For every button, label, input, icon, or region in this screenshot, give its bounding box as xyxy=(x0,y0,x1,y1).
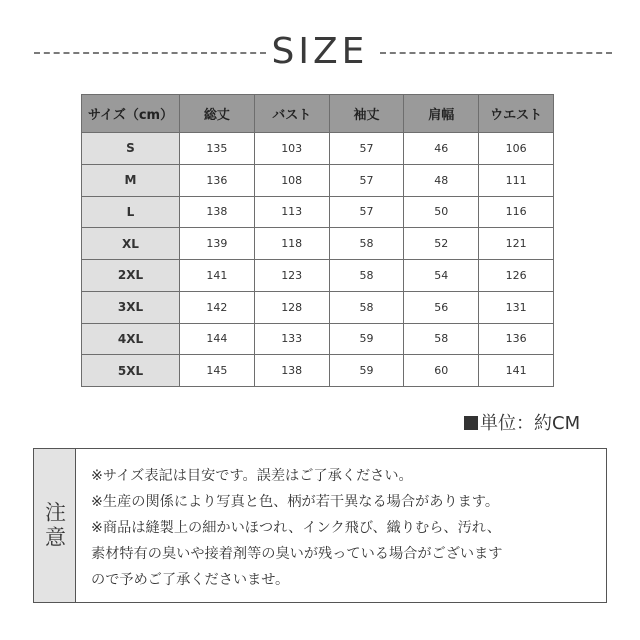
table-cell: 128 xyxy=(254,291,329,323)
size-cell: M xyxy=(82,164,180,196)
table-cell: 144 xyxy=(180,323,255,355)
table-cell: 133 xyxy=(254,323,329,355)
table-row xyxy=(82,260,554,292)
table-cell: 121 xyxy=(479,228,554,260)
title-divider-right xyxy=(380,52,612,54)
square-bullet-icon xyxy=(464,416,478,430)
notice-label-cell xyxy=(34,449,76,602)
table-cell: 113 xyxy=(254,196,329,228)
table-cell: 139 xyxy=(180,228,255,260)
table-cell: 57 xyxy=(329,196,404,228)
size-table xyxy=(81,94,554,387)
table-cell: 138 xyxy=(180,196,255,228)
header-length: 総丈 xyxy=(180,95,255,133)
table-cell: 142 xyxy=(180,291,255,323)
table-cell: 56 xyxy=(404,291,479,323)
table-row xyxy=(82,323,554,355)
table-cell: 141 xyxy=(180,260,255,292)
notice-lines xyxy=(91,463,601,593)
table-cell: 136 xyxy=(479,323,554,355)
table-cell: 60 xyxy=(404,355,479,387)
table-cell: 138 xyxy=(254,355,329,387)
notice-box xyxy=(33,448,607,603)
table-header-row xyxy=(82,95,554,133)
header-bust: バスト xyxy=(254,95,329,133)
table-cell: 57 xyxy=(329,164,404,196)
table-cell: 58 xyxy=(329,228,404,260)
notice-line: ※生産の関係により写真と色、柄が若干異なる場合があります。 xyxy=(91,494,500,510)
table-cell: 108 xyxy=(254,164,329,196)
header-size: サイズ（cm） xyxy=(82,95,180,133)
table-cell: 57 xyxy=(329,133,404,165)
notice-line: 素材特有の臭いや接着剤等の臭いが残っている場合がございます xyxy=(91,546,503,562)
table-row xyxy=(82,355,554,387)
table-cell: 103 xyxy=(254,133,329,165)
header-shoulder: 肩幅 xyxy=(404,95,479,133)
notice-line: ※サイズ表記は目安です。誤差はご了承ください。 xyxy=(91,468,413,484)
table-cell: 59 xyxy=(329,355,404,387)
size-cell: XL xyxy=(82,228,180,260)
notice-line: ので予めご了承くださいませ。 xyxy=(91,572,290,588)
table-cell: 54 xyxy=(404,260,479,292)
unit-text: 単位：約CM xyxy=(480,413,581,434)
unit-label xyxy=(464,410,614,438)
table-cell: 106 xyxy=(479,133,554,165)
size-cell: 5XL xyxy=(82,355,180,387)
table-cell: 136 xyxy=(180,164,255,196)
size-cell: L xyxy=(82,196,180,228)
table-cell: 131 xyxy=(479,291,554,323)
size-cell: S xyxy=(82,133,180,165)
header-sleeve: 袖丈 xyxy=(329,95,404,133)
notice-label: 注意 xyxy=(42,500,67,551)
size-cell: 2XL xyxy=(82,260,180,292)
table-cell: 59 xyxy=(329,323,404,355)
table-cell: 141 xyxy=(479,355,554,387)
table-cell: 48 xyxy=(404,164,479,196)
header-waist: ウエスト xyxy=(479,95,554,133)
table-row xyxy=(82,196,554,228)
size-cell: 3XL xyxy=(82,291,180,323)
table-cell: 111 xyxy=(479,164,554,196)
size-cell: 4XL xyxy=(82,323,180,355)
table-cell: 118 xyxy=(254,228,329,260)
table-cell: 145 xyxy=(180,355,255,387)
table-row xyxy=(82,291,554,323)
table-cell: 46 xyxy=(404,133,479,165)
title-row xyxy=(0,30,640,74)
table-cell: 50 xyxy=(404,196,479,228)
table-cell: 126 xyxy=(479,260,554,292)
table-cell: 58 xyxy=(404,323,479,355)
table-row xyxy=(82,228,554,260)
table-cell: 116 xyxy=(479,196,554,228)
table-row xyxy=(82,164,554,196)
table-cell: 58 xyxy=(329,291,404,323)
page-title: SIZE xyxy=(271,31,369,72)
table-cell: 52 xyxy=(404,228,479,260)
table-cell: 123 xyxy=(254,260,329,292)
table-cell: 135 xyxy=(180,133,255,165)
table-cell: 58 xyxy=(329,260,404,292)
notice-line: ※商品は縫製上の細かいほつれ、インク飛び、織りむら、汚れ、 xyxy=(91,520,501,536)
table-row xyxy=(82,133,554,165)
